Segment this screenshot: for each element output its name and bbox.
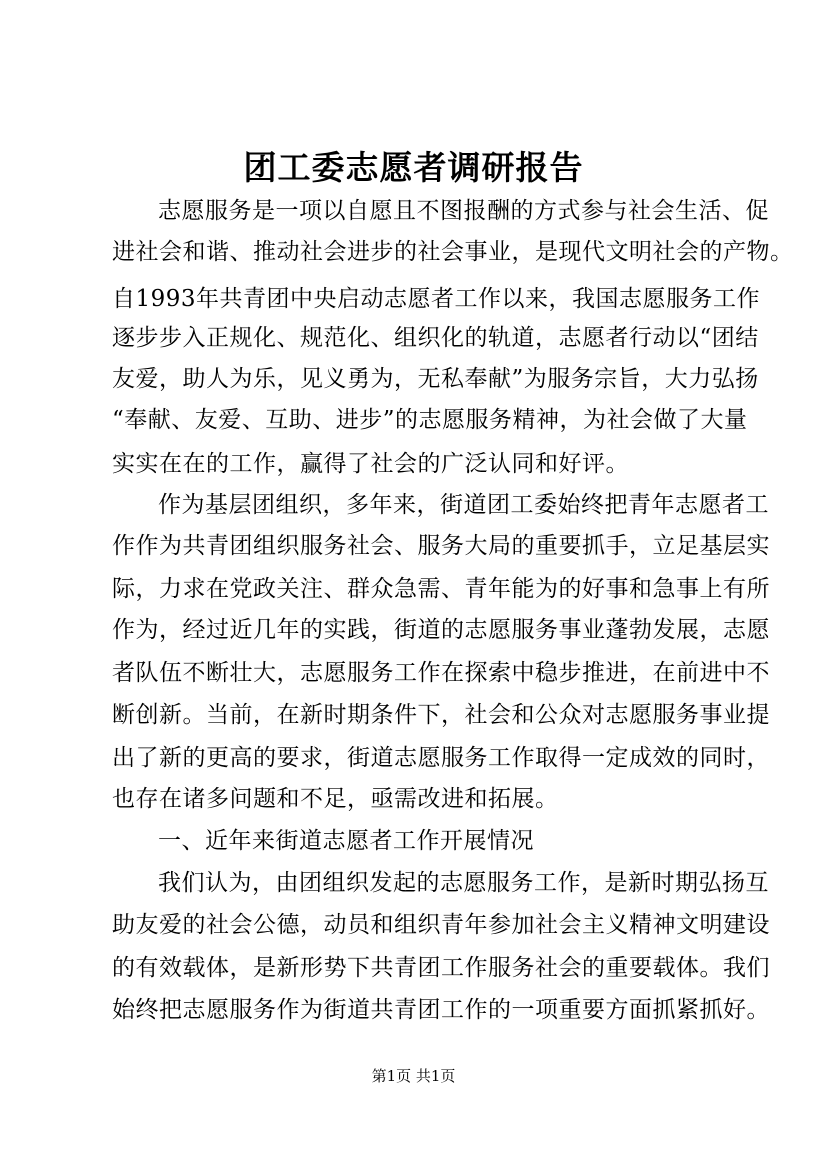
paragraph-line: 际，力求在党政关注、群众急需、青年能为的好事和急事上有所	[112, 576, 770, 602]
paragraph-line: 实实在在的工作，赢得了社会的广泛认同和好评。	[112, 451, 629, 477]
paragraph-line: 逐步步入正规化、规范化、组织化的轨道，志愿者行动以“团结	[112, 325, 759, 351]
paragraph-line: 我们认为，由团组织发起的志愿服务工作，是新时期弘扬互	[158, 870, 769, 896]
paragraph-line: 作为基层团组织，多年来，街道团工委始终把青年志愿者工	[158, 492, 769, 518]
document-title: 团工委志愿者调研报告	[243, 148, 584, 187]
paragraph-line: 志愿服务是一项以自愿且不图报酬的方式参与社会生活、促	[158, 198, 769, 224]
paragraph-line: 者队伍不断壮大，志愿服务工作在探索中稳步推进，在前进中不	[112, 660, 770, 686]
paragraph-line: 友爱，助人为乐，见义勇为，无私奉献”为服务宗旨，大力弘扬	[112, 366, 759, 392]
paragraph-line: 出了新的更高的要求，街道志愿服务工作取得一定成效的同时，	[112, 745, 770, 771]
page-footer: 第1页 共1页	[371, 1067, 456, 1085]
paragraph-line: 进社会和谐、推动社会进步的社会事业，是现代文明社会的产物。	[112, 239, 794, 265]
paragraph-line: 也存在诸多问题和不足，亟需改进和拓展。	[112, 786, 559, 812]
section-heading: 一、近年来街道志愿者工作开展情况	[158, 828, 534, 854]
paragraph-line: 的有效载体，是新形势下共青团工作服务社会的重要载体。我们	[112, 955, 770, 981]
paragraph-line: 助友爱的社会公德，动员和组织青年参加社会主义精神文明建设	[112, 912, 770, 938]
paragraph-line: 断创新。当前，在新时期条件下，社会和公众对志愿服务事业提	[112, 702, 770, 728]
paragraph-line: 始终把志愿服务作为街道共青团工作的一项重要方面抓紧抓好。	[112, 997, 770, 1023]
paragraph-line: 作作为共青团组织服务社会、服务大局的重要抓手，立足基层实	[112, 533, 770, 559]
paragraph-line: 作为，经过近几年的实践，街道的志愿服务事业蓬勃发展，志愿	[112, 617, 770, 643]
paragraph-line: 自1993年共青团中央启动志愿者工作以来，我国志愿服务工作	[112, 286, 761, 312]
paragraph-line: “奉献、友爱、互助、进步”的志愿服务精神，为社会做了大量	[112, 407, 748, 433]
